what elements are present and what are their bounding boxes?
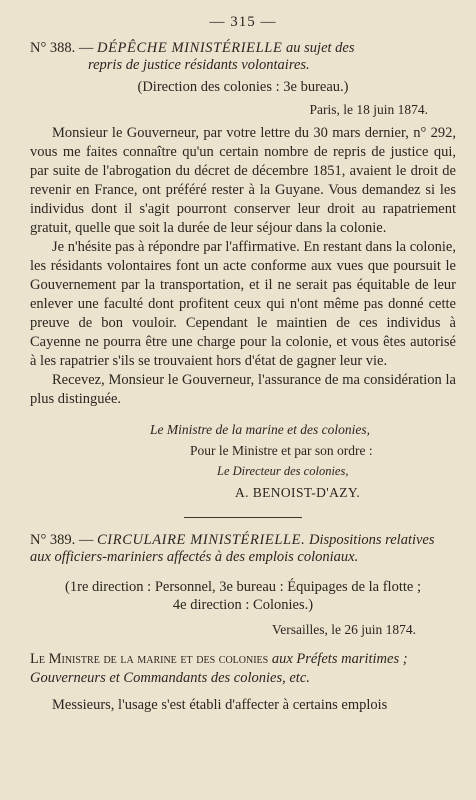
dispatch-subject-2: repris de justice résidants volontaires. [88, 57, 310, 73]
circular-address [30, 650, 456, 688]
signature-name: A. BENOIST-D'AZY. [235, 485, 361, 500]
circular-address-rest: aux Préfets maritimes ; Gouverneurs et Commandants des colonies, etc. [30, 651, 408, 686]
dispatch-place-date: Paris, le 18 juin 1874. [309, 102, 428, 117]
dispatch-paragraph-2: Je n'hésite pas à répondre par l'affirmative. En restant dans la colonie, les résidants volontaires font un acte conforme aux vues que poursuit le Gouvernement par la transportation, et il ne serait pas équitable de leur enlever une faculté dont profitent ceux qui n'ont même pas donné cette preuve de bon vouloir. Cependant le maintien de ces individus à Cayenne ne pourra être une charge pour la colonie, et vous êtes autorisé à les rapatrier s'ils se trouvaient hors d'état de gagner leur vie. [30, 239, 456, 369]
dispatch-heading [30, 40, 456, 74]
signature-minister: Le Ministre de la marine et des colonies, [150, 422, 370, 437]
dispatch-paragraph-1: Monsieur le Gouverneur, par votre lettre du 30 mars dernier, n° 292, vous me faites connaître qu'un certain nombre de repris de justice qui, par suite de l'abrogation du décret de décembre 1851, avaient le droit de revenir en France, ont préféré rester à la Guyane. Vous demandez si les individus dont il s'agit pourront conserver leur droit au rapatriement gratuit, quelle que soit la durée de leur séjour dans la colonie. [30, 125, 456, 236]
circular-direction-1: (1re direction : Personnel, 3e bureau : Équipages de la flotte ; [65, 579, 421, 595]
circular-direction-2: 4e direction : Colonies.) [172, 597, 314, 613]
signature-order: Pour le Ministre et par son ordre : [190, 443, 373, 458]
dispatch-subject-1: au sujet des [286, 40, 355, 56]
circular-heading [30, 532, 456, 566]
circular-title: CIRCULAIRE MINISTÉRIELLE. [97, 532, 306, 548]
dispatch-title: DÉPÊCHE MINISTÉRIELLE [97, 40, 283, 56]
dispatch-direction: (Direction des colonies : 3e bureau.) [137, 79, 349, 95]
section-divider [184, 517, 302, 518]
circular-direction [30, 578, 456, 614]
circular-number: N° 389. — [30, 532, 94, 548]
circular-subject-2: relatives aux officiers-mariniers affectés à des emplois coloniaux. [30, 532, 435, 565]
circular-subject-1: Dispositions [308, 532, 382, 548]
circular-place-date: Versailles, le 26 juin 1874. [272, 622, 416, 637]
circular-address-lead: Le Ministre de la marine et des colonies [30, 651, 269, 667]
signature-director-title: Le Directeur des colonies, [217, 464, 349, 478]
page-number: — 315 — [209, 14, 277, 30]
dispatch-paragraph-3: Recevez, Monsieur le Gouverneur, l'assurance de ma considération la plus distinguée. [30, 372, 456, 407]
dispatch-number: N° 388. — [30, 40, 94, 56]
circular-first-line: Messieurs, l'usage s'est établi d'affecter à certains emplois [52, 697, 388, 713]
